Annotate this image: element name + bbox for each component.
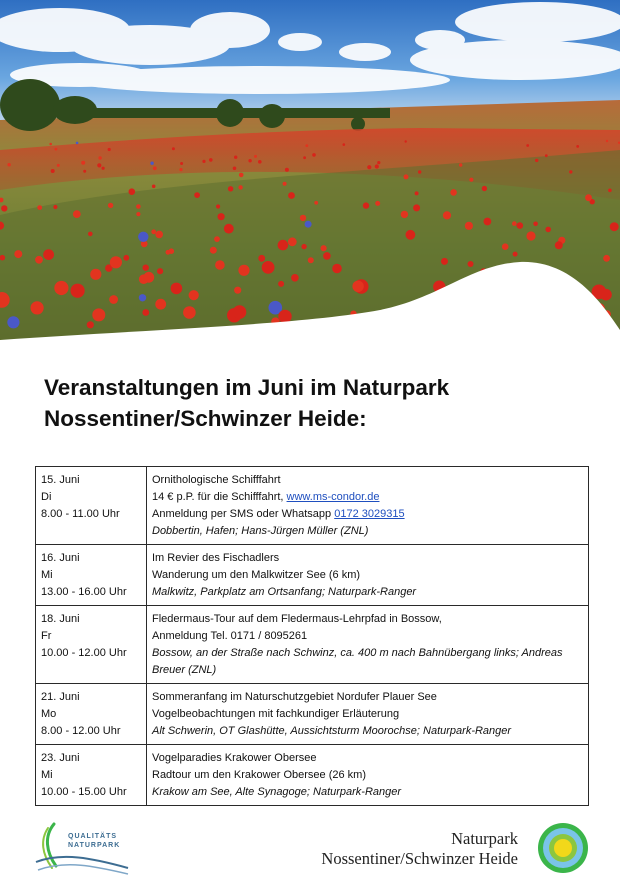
event-details	[147, 745, 589, 806]
poppy-flower	[375, 164, 379, 168]
poppy-flower	[303, 156, 306, 159]
poppy-flower	[278, 240, 289, 251]
poppy-flower	[323, 252, 331, 260]
poppy-flower	[71, 284, 85, 298]
poppy-flower	[37, 205, 42, 210]
poppy-flower	[526, 231, 535, 240]
naturpark-name	[250, 829, 518, 869]
naturpark-name-line-1: Naturpark	[451, 829, 518, 848]
event-day: Di	[41, 491, 52, 503]
poppy-flower	[585, 194, 592, 201]
poppy-flower	[465, 222, 473, 230]
poppy-flower	[300, 215, 306, 221]
poppy-flower	[54, 281, 68, 295]
poppy-flower	[288, 192, 295, 199]
event-time: 10.00 - 15.00 Uhr	[41, 786, 127, 798]
poppy-flower	[343, 143, 346, 146]
table-row	[36, 545, 589, 606]
event-date: 21. Juni	[41, 691, 80, 703]
event-time: 8.00 - 12.00 Uhr	[41, 725, 121, 737]
poppy-flower	[139, 294, 146, 301]
website-link[interactable]: www.ms-condor.de	[286, 491, 380, 503]
poppy-flower	[228, 186, 233, 191]
event-location: Dobbertin, Hafen; Hans-Jürgen Müller (ZNL)	[152, 525, 369, 537]
poppy-flower	[441, 258, 448, 265]
hero-illustration	[0, 0, 620, 345]
event-title: Ornithologische Schifffahrt	[152, 474, 281, 486]
event-day: Mi	[41, 769, 53, 781]
poppy-flower	[92, 308, 105, 321]
event-date: 23. Juni	[41, 752, 80, 764]
event-when	[36, 467, 147, 545]
event-location: Krakow am See, Alte Synagoge; Naturpark-Ranger	[152, 786, 402, 798]
poppy-flower	[314, 201, 318, 205]
event-price	[152, 489, 583, 506]
poppy-flower	[484, 218, 492, 226]
poppy-flower	[238, 185, 242, 189]
poppy-flower	[332, 264, 342, 274]
poppy-flower	[157, 268, 163, 274]
poppy-flower	[180, 162, 183, 165]
poppy-flower	[533, 222, 538, 227]
poppy-flower	[123, 255, 129, 261]
poppy-flower	[234, 156, 237, 159]
table-row	[36, 684, 589, 745]
poppy-flower	[468, 261, 474, 267]
table-row	[36, 606, 589, 684]
poppy-flower	[1, 205, 7, 211]
poppy-flower	[76, 142, 79, 145]
poppy-flower	[194, 192, 200, 198]
poppy-flower	[218, 213, 225, 220]
poppy-flower	[526, 144, 529, 147]
event-location: Bossow, an der Straße nach Schwinz, ca. 400 m nach Bahnübergang links; Andreas Breuer (ZNL)	[152, 647, 563, 676]
table-row	[36, 467, 589, 545]
poppy-flower	[278, 281, 284, 287]
poppy-flower	[7, 163, 10, 166]
poppy-flower	[234, 287, 241, 294]
event-details	[147, 606, 589, 684]
poppy-flower	[51, 169, 55, 173]
poppy-flower	[224, 224, 234, 234]
poppy-flower	[401, 211, 408, 218]
poppy-flower	[502, 243, 509, 250]
poppy-flower	[155, 299, 166, 310]
event-booking-text: Anmeldung per SMS oder Whatsapp	[152, 508, 332, 520]
poppy-flower	[513, 252, 518, 257]
event-details	[147, 684, 589, 745]
poppy-flower	[43, 249, 54, 260]
poppy-flower	[606, 140, 608, 142]
poppy-flower	[404, 174, 409, 179]
poppy-flower	[88, 232, 93, 237]
poppy-flower	[459, 163, 462, 166]
poppy-flower	[262, 261, 275, 274]
event-detail: Wanderung um den Malkwitzer See (6 km)	[152, 569, 361, 581]
poppy-flower	[209, 158, 213, 162]
event-day: Mi	[41, 569, 53, 581]
quality-logo-line-1: QUALITÄTS	[68, 833, 118, 840]
poppy-flower	[189, 290, 199, 300]
event-time: 8.00 - 11.00 Uhr	[41, 508, 120, 520]
poppy-flower	[166, 250, 171, 255]
poppy-flower	[305, 144, 308, 147]
poppy-flower	[7, 316, 19, 328]
phone-link[interactable]: 0172 3029315	[334, 508, 405, 520]
footer	[0, 808, 620, 896]
poppy-flower	[202, 160, 205, 163]
events-table	[35, 466, 589, 806]
poppy-flower	[443, 211, 451, 219]
poppy-flower	[450, 189, 457, 196]
poppy-flower	[138, 232, 148, 242]
poppy-flower	[258, 255, 265, 262]
page-title	[44, 372, 564, 434]
event-time: 10.00 - 12.00 Uhr	[41, 647, 127, 659]
poppy-flower	[87, 321, 94, 328]
poppy-flower	[183, 306, 196, 319]
poppy-flower	[469, 178, 473, 182]
poppy-flower	[210, 247, 217, 254]
poppy-flower	[278, 310, 291, 323]
poppy-flower	[90, 269, 101, 280]
poppy-flower	[545, 227, 551, 233]
poppy-flower	[377, 161, 380, 164]
poppy-flower	[482, 186, 487, 191]
event-day: Mo	[41, 708, 57, 720]
poppy-flower	[258, 160, 262, 164]
hero-photo-poppy-field	[0, 0, 620, 345]
quality-logo-text	[68, 832, 120, 850]
poppy-flower	[153, 166, 157, 170]
poppy-flower	[136, 204, 141, 209]
poppy-flower	[312, 153, 316, 157]
poppy-flower	[291, 274, 299, 282]
poppy-flower	[109, 295, 118, 304]
poppy-flower	[569, 170, 572, 173]
poppy-flower	[129, 188, 136, 195]
poppy-flower	[216, 204, 220, 208]
poppy-flower	[98, 156, 101, 159]
poppy-flower	[285, 168, 289, 172]
naturpark-name-line-2: Nossentiner/Schwinzer Heide	[321, 849, 518, 868]
poppy-flower	[238, 265, 249, 276]
naturpark-sun-logo	[537, 822, 589, 874]
poppy-flower	[352, 281, 363, 292]
poppy-flower	[301, 244, 306, 249]
title-line-2: Nossentiner/Schwinzer Heide:	[44, 406, 367, 431]
poppy-flower	[97, 163, 101, 167]
poppy-flower	[363, 202, 369, 208]
poppy-flower	[535, 159, 538, 162]
event-when	[36, 545, 147, 606]
poppy-flower	[73, 210, 81, 218]
event-time: 13.00 - 16.00 Uhr	[41, 586, 127, 598]
event-date: 16. Juni	[41, 552, 80, 564]
poppy-flower	[57, 164, 60, 167]
event-title: Sommeranfang im Naturschutzgebiet Nordufer Plauer See	[152, 691, 437, 703]
poppy-flower	[254, 155, 257, 158]
poppy-flower	[367, 165, 371, 169]
poppy-flower	[108, 203, 113, 208]
poppy-flower	[152, 185, 156, 189]
event-when	[36, 745, 147, 806]
poppy-flower	[83, 170, 86, 173]
poppy-flower	[143, 272, 154, 283]
poppy-flower	[214, 236, 220, 242]
poppy-flower	[35, 256, 43, 264]
poppy-flower	[288, 237, 297, 246]
poppy-flower	[248, 159, 251, 162]
event-date: 18. Juni	[41, 613, 80, 625]
event-details	[147, 545, 589, 606]
poppy-flower	[172, 147, 175, 150]
poppy-flower	[375, 201, 380, 206]
event-title: Vogelparadies Krakower Obersee	[152, 752, 317, 764]
event-booking	[152, 506, 583, 523]
poppy-flower	[415, 191, 419, 195]
event-details	[147, 467, 589, 545]
poppy-flower	[405, 140, 407, 142]
poppy-flower	[14, 250, 22, 258]
event-title: Im Revier des Fischadlers	[152, 552, 280, 564]
event-day: Fr	[41, 630, 52, 642]
poppy-flower	[155, 231, 163, 239]
title-line-1: Veranstaltungen im Juni im Naturpark	[44, 375, 450, 400]
poppy-flower	[55, 148, 58, 151]
poppy-flower	[576, 145, 579, 148]
poppy-flower	[151, 229, 156, 234]
poppy-flower	[110, 256, 122, 268]
poppy-flower	[136, 212, 140, 216]
poppy-flower	[150, 162, 153, 165]
event-detail: Radtour um den Krakower Obersee (26 km)	[152, 769, 366, 781]
poppy-flower	[517, 222, 524, 229]
poppy-flower	[142, 309, 149, 316]
poppy-flower	[215, 260, 225, 270]
poppy-flower	[610, 222, 619, 231]
poppy-flower	[233, 167, 237, 171]
table-row	[36, 745, 589, 806]
event-title: Fledermaus-Tour auf dem Fledermaus-Lehrpfad in Bossow,	[152, 613, 442, 625]
poppy-flower	[406, 230, 416, 240]
event-detail: Vogelbeobachtungen mit fachkundiger Erläuterung	[152, 708, 400, 720]
poppy-flower	[305, 221, 312, 228]
event-location: Alt Schwerin, OT Glashütte, Aussichtsturm Moorochse; Naturpark-Ranger	[152, 725, 512, 737]
poppy-flower	[108, 148, 111, 151]
poppy-flower	[233, 305, 247, 319]
poppy-flower	[239, 173, 244, 178]
poppy-flower	[49, 143, 52, 146]
event-when	[36, 684, 147, 745]
poppy-flower	[418, 170, 421, 173]
poppy-flower	[179, 168, 182, 171]
poppy-flower	[81, 161, 85, 165]
poppy-flower	[321, 245, 327, 251]
poppy-flower	[555, 241, 563, 249]
event-price-text: 14 € p.P. für die Schifffahrt,	[152, 491, 284, 503]
poppy-flower	[53, 205, 57, 209]
poppy-flower	[413, 204, 420, 211]
event-detail: Anmeldung Tel. 0171 / 8095261	[152, 630, 308, 642]
poppy-flower	[171, 283, 183, 295]
event-date: 15. Juni	[41, 474, 80, 486]
poppy-flower	[608, 189, 612, 193]
poppy-flower	[545, 154, 548, 157]
poppy-flower	[603, 255, 610, 262]
poppy-flower	[102, 167, 105, 170]
poppy-flower	[143, 265, 149, 271]
event-location: Malkwitz, Parkplatz am Ortsanfang; Naturpark-Ranger	[152, 586, 417, 598]
poppy-flower	[283, 182, 287, 186]
quality-logo-line-2: NATURPARK	[68, 842, 121, 849]
poppy-flower	[512, 221, 517, 226]
poppy-flower	[308, 257, 314, 263]
poppy-flower	[30, 301, 43, 314]
event-when	[36, 606, 147, 684]
